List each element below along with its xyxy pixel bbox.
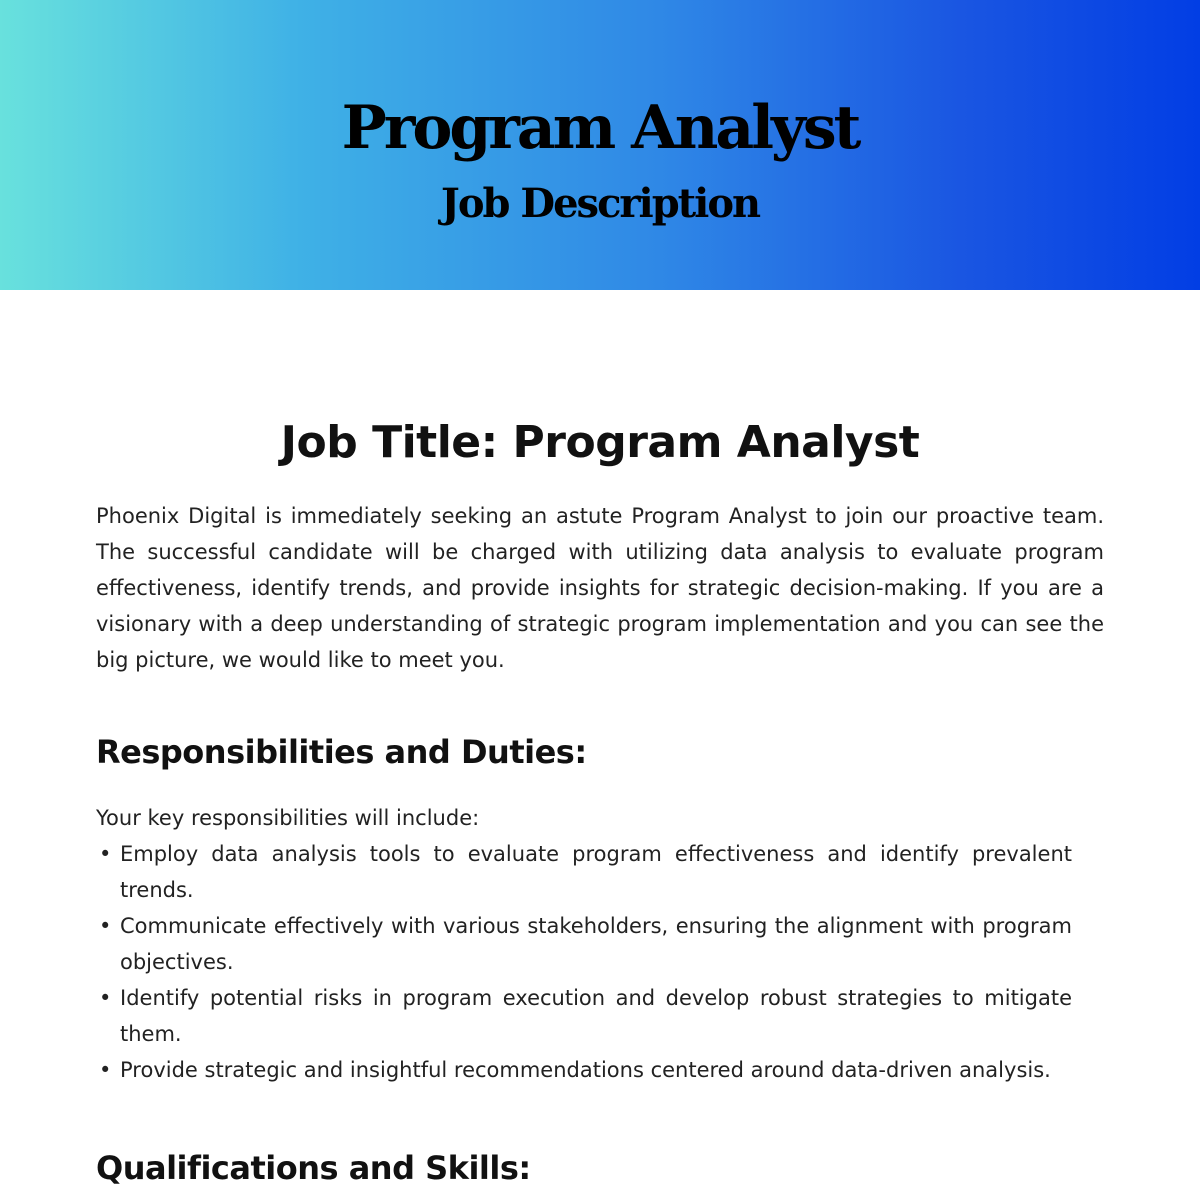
list-item-text: Identify potential risks in program execution and develop robust strategies to mitigate them. — [120, 986, 1072, 1046]
list-item — [96, 836, 1072, 908]
list-item-text: Communicate effectively with various stakeholders, ensuring the alignment with program objectives. — [120, 914, 1072, 974]
bullet-icon: • — [99, 1058, 112, 1082]
qualifications-heading: Qualifications and Skills: — [96, 1149, 531, 1187]
list-item — [96, 908, 1072, 980]
job-title-heading: Job Title: Program Analyst — [280, 417, 920, 468]
responsibilities-list — [96, 836, 1072, 1088]
list-item — [96, 1052, 1072, 1088]
bullet-icon: • — [99, 986, 112, 1010]
list-item-text: Employ data analysis tools to evaluate program effectiveness and identify prevalent trends. — [120, 842, 1072, 902]
list-item — [96, 980, 1072, 1052]
bullet-icon: • — [99, 914, 112, 938]
intro-paragraph: Phoenix Digital is immediately seeking an astute Program Analyst to join our proactive team. The successful candidate will be charged with utilizing data analysis to evaluate program effectiveness, identify trends, and provide insights for strategic decision-making. If you are a visionary with a deep understanding of strategic program implementation and you can see the big picture, we would like to meet you. — [96, 504, 1104, 672]
responsibilities-heading: Responsibilities and Duties: — [96, 733, 587, 771]
header-banner — [0, 0, 1200, 290]
bullet-icon: • — [99, 842, 112, 866]
list-item-text: Provide strategic and insightful recommendations centered around data-driven analysis. — [120, 1058, 1051, 1082]
responsibilities-lead: Your key responsibilities will include: — [96, 806, 480, 830]
document-subtitle: Job Description — [440, 180, 760, 227]
document-title: Program Analyst — [341, 93, 859, 163]
document-body — [96, 412, 1104, 1190]
